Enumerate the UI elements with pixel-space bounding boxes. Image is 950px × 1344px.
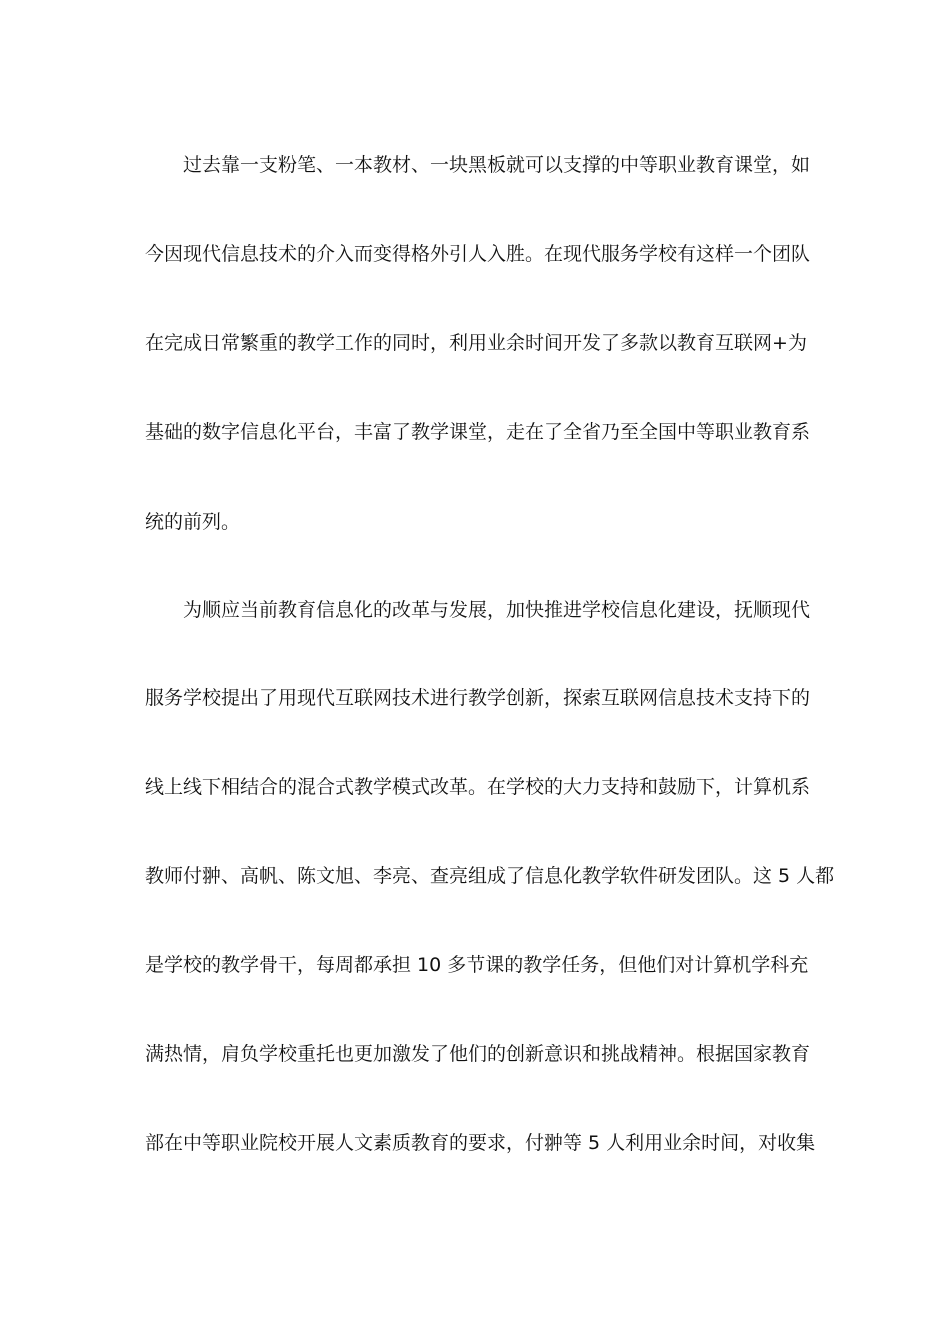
paragraph-1-line-2: 今因现代信息技术的介入而变得格外引人入胜。在现代服务学校有这样一个团队	[145, 243, 811, 265]
paragraph-1-line-3: 在完成日常繁重的教学工作的同时，利用业余时间开发了多款以教育互联网+为	[145, 332, 807, 354]
paragraph-2-line-4: 教师付翀、高帆、陈文旭、李亮、查亮组成了信息化教学软件研发团队。这 5 人都	[145, 865, 835, 887]
paragraph-2-line-1: 为顺应当前教育信息化的改革与发展，加快推进学校信息化建设，抚顺现代	[183, 599, 811, 621]
paragraph-2-line-6: 满热情，肩负学校重托也更加激发了他们的创新意识和挑战精神。根据国家教育	[145, 1043, 811, 1065]
paragraph-2-line-2: 服务学校提出了用现代互联网技术进行教学创新，探索互联网信息技术支持下的	[145, 687, 811, 709]
paragraph-2-line-5: 是学校的教学骨干，每周都承担 10 多节课的教学任务，但他们对计算机学科充	[145, 954, 809, 976]
paragraph-2-line-3: 线上线下相结合的混合式教学模式改革。在学校的大力支持和鼓励下，计算机系	[145, 776, 811, 798]
paragraph-2-line-7: 部在中等职业院校开展人文素质教育的要求，付翀等 5 人利用业余时间，对收集	[145, 1132, 816, 1154]
paragraph-1-line-4: 基础的数字信息化平台，丰富了教学课堂，走在了全省乃至全国中等职业教育系	[145, 421, 811, 443]
paragraph-1-line-1: 过去靠一支粉笔、一本教材、一块黑板就可以支撑的中等职业教育课堂，如	[183, 154, 811, 176]
paragraph-1-line-5: 统的前列。	[145, 511, 241, 533]
